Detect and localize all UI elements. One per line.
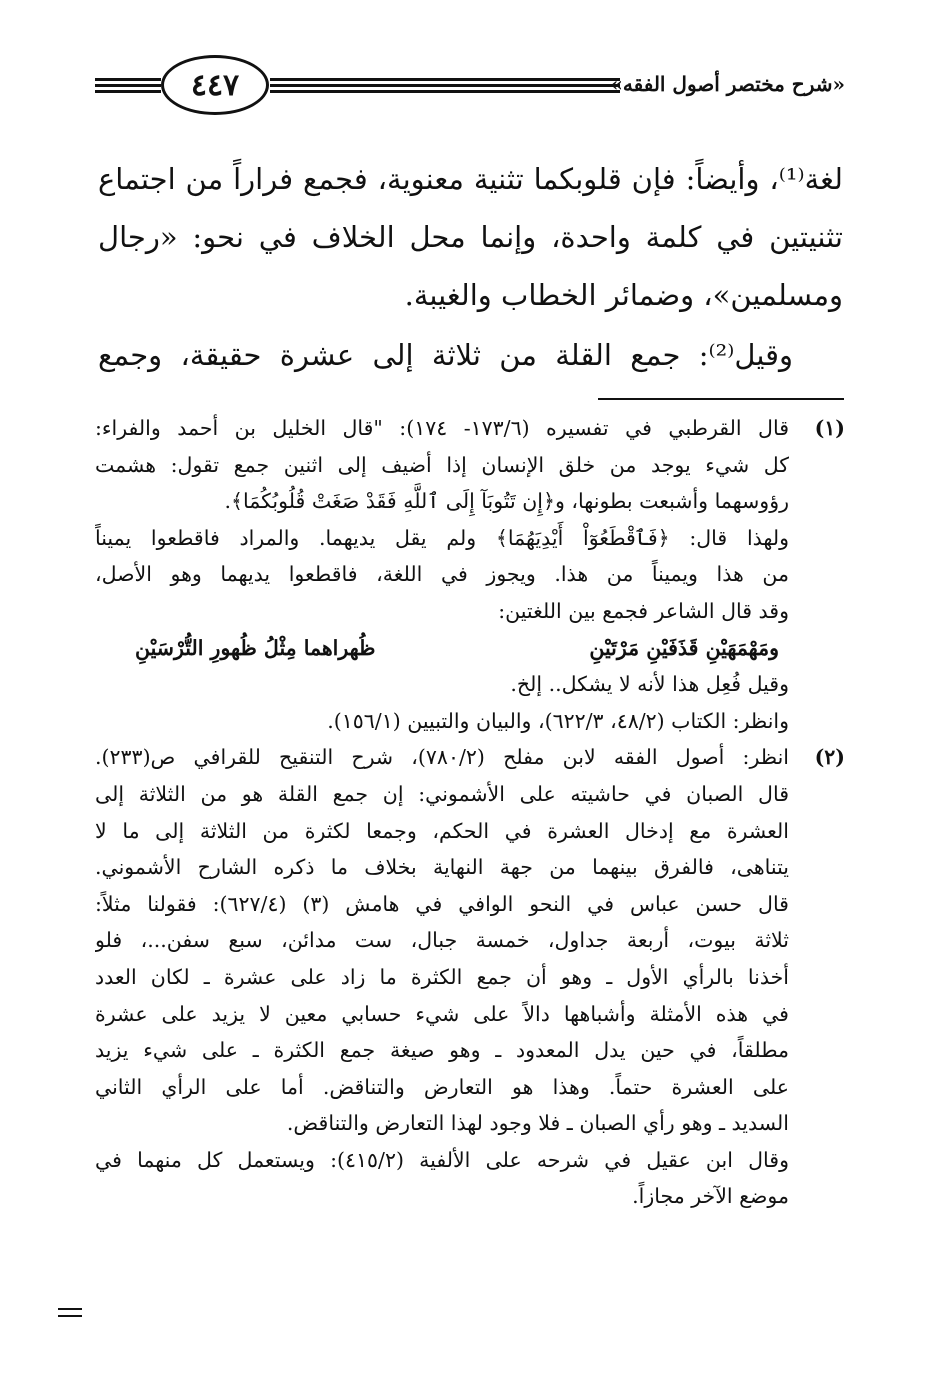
main-text: [98, 150, 843, 384]
footnote-line: وقد قال الشاعر فجمع بين اللغتين:: [498, 598, 789, 623]
footnote-1: [95, 410, 845, 739]
header-rule-right: [270, 78, 620, 96]
running-title: «شرح مختصر أصول الفقه»: [610, 72, 845, 96]
footnote-line: قال حسن عباس في النحو الوافي في هامش (٣) (٦٢٧/٤): فقولنا مثلاً:: [95, 891, 789, 916]
footnote-line: وقيل فُعِل هذا لأنه لا يشكل.. إلخ.: [510, 672, 789, 697]
footnote-line: العشرة مع إدخال العشرة في الحكم، وجمعا لكثرة من الثلاثة إلى ما لا: [95, 818, 789, 843]
paragraph: [98, 326, 843, 384]
footnote-2: [95, 739, 845, 1215]
footnote-line: السديد ـ وهو رأي الصبان ـ فلا وجود لهذا التعارض والتناقض.: [286, 1111, 789, 1136]
footnote-line: وقال ابن عقيل في شرحه على الألفية (٤١٥/٢): ويستعمل كل منهما في: [95, 1147, 789, 1172]
footnote-line: يتناهى، فالفرق بينهما من جهة النهاية بخلاف ما ذكره الشارح الأشموني.: [95, 855, 789, 880]
verse-first-hemistich: ومَهْمَهَيْنِ قَذَفَيْنِ مَرْتَيْنِ: [589, 635, 779, 660]
text-line: تثنيتين في كلمة واحدة، وإنما محل الخلاف في نحو: «رجال: [98, 220, 843, 254]
footnote-separator: [598, 398, 844, 400]
text-line: ومسلمين»، وضمائر الخطاب والغيبة.: [404, 278, 843, 312]
footnote-line: موضع الآخر مجازاً.: [632, 1184, 789, 1209]
footnote-number: (١): [814, 416, 845, 440]
footnote-number: (٢): [814, 745, 845, 770]
paragraph: [98, 150, 843, 324]
footnote-line: على العشرة حتماً. وهذا هو التعارض والتناقض. أما على الرأي الثاني: [95, 1074, 789, 1099]
page-number: ٤٤٧: [161, 55, 269, 115]
text-line: وقيل⁽²⁾: جمع القلة من ثلاثة إلى عشرة حقيقة، وجمع: [98, 338, 793, 372]
footnotes: [95, 410, 845, 1215]
footnote-line: قال القرطبي في تفسيره (١٧٣/٦- ١٧٤): "قال الخليل بن أحمد والفراء:: [95, 416, 789, 440]
margin-mark: [58, 1308, 82, 1322]
footnote-line: مطلقاً، في حين يدل المعدود ـ وهو صيغة جمع الكثرة ـ على شيء يزيد: [95, 1038, 789, 1063]
footnote-line: ثلاثة بيوت، أربعة جداول، خمسة جبال، ست مدائن، سبع سفن...، فلو: [95, 928, 789, 953]
footnote-line: من هذا ويميناً من هذا. ويجوز في اللغة، فاقطعوا يديهما وهو الأصل،: [95, 562, 789, 587]
verse-second-hemistich: ظُهراهما مِثْلُ ظُهورِ التُّرْسَيْنِ: [135, 635, 376, 660]
header-rule-left: [95, 78, 161, 96]
footnote-line: قال الصبان في حاشيته على الأشموني: إن جمع القلة هو من الثلاثة إلى: [95, 781, 789, 806]
footnote-line: أخذنا بالرأي الأول ـ وهو أن جمع الكثرة ما زاد على عشرة ـ لكان العدد: [95, 964, 789, 989]
footnote-line: رؤوسهما وأشبعت بطونها، و﴿إِن تَتُوبَآ إِلَى ٱللَّهِ فَقَدْ صَغَتْ قُلُوبُكُمَا﴾.: [224, 489, 789, 514]
poetry-verse: [95, 630, 789, 667]
footnote-line: في هذه الأمثلة وأشباهها دالاً على شيء حسابي معين لا يزيد على عشرة: [95, 1001, 789, 1026]
footnote-line: كل شيء يوجد من خلق الإنسان إذا أضيف إلى اثنين جمع تقول: هشمت: [95, 452, 789, 477]
text-line: لغة⁽¹⁾، وأيضاً: فإن قلوبكما تثنية معنوية، فجمع فراراً من اجتماع: [98, 162, 843, 196]
footnote-line: ولهذا قال: ﴿فَٱقْطَعُوٓاْ أَيْدِيَهُمَا﴾ ولم يقل يديهما. والمراد فاقطعوا يميناً: [95, 525, 789, 550]
footnote-line: وانظر: الكتاب (٤٨/٢، ٦٢٢/٣)، والبيان والتبيين (١٥٦/١).: [327, 708, 789, 733]
footnote-line: انظر: أصول الفقه لابن مفلح (٧٨٠/٢)، شرح التنقيح للقرافي ص(٢٣٣).: [95, 745, 789, 770]
page-header: [95, 50, 845, 122]
